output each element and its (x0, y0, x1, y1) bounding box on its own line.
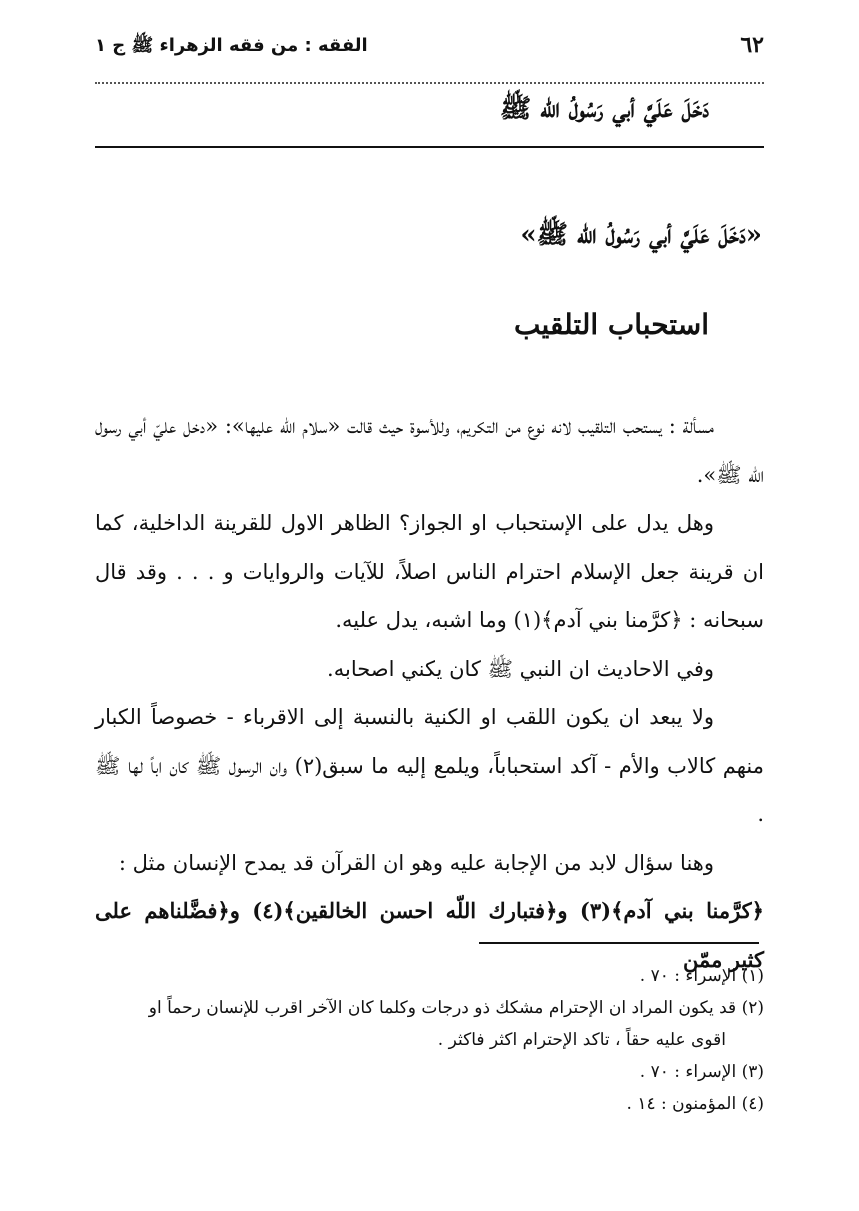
paragraph-6: ﴿كرَّمنا بني آدم﴾(٣) و﴿فتبارك اللّه احسن الخالقين﴾(٤) و﴿فضَّلناهم على كثير ممّن (95, 898, 764, 972)
paragraph-4: ولا يبعد ان يكون اللقب او الكنية بالنسبة إلى الاقرباء - خصوصاً الكبار منهم كالاب والأم - آكد استحباباً، ويلمع إليه ما سبق(٢) وان الرسول ﷺ كان اباً لها ﷺ . (95, 705, 764, 826)
paragraph-3: وفي الاحاديث ان النبي ﷺ كان يكني اصحابه. (327, 656, 714, 681)
footnote-2: (٢) قد يكون المراد ان الإحترام مشكك ذو درجات وكلما كان الآخر اقرب للإنسان رحماً او (148, 998, 764, 1018)
header-dotted-divider (95, 82, 764, 84)
footnote-4: (٤) المؤمنون : ١٤ . (626, 1094, 764, 1114)
paragraph-2: وهل يدل على الإستحباب او الجواز؟ الظاهر الاول للقرينة الداخلية، كما ان قرينة جعل الإسلام احترام الناس اصلاً، للآيات والروايات و . . . وقد قال سبحانه : ﴿كرَّمنا بني آدم﴾(١) وما اشبه، يدل عليه. (95, 511, 764, 632)
chapter-heading: «دَخَلَ عَلَيَّ أبي رَسُولُ اللّه ﷺ» (520, 220, 762, 250)
section-title: دَخَلَ عَلَيَّ أبي رَسُولُ اللّه ﷺ (499, 94, 709, 124)
body-text (95, 402, 764, 984)
page-number: ٦٢ (740, 32, 764, 58)
footnote-3: (٣) الإسراء : ٧٠ . (639, 1062, 764, 1082)
footnote-2-continuation: اقوى عليه حقاً ، تاكد الإحترام اكثر فاكثر . (437, 1030, 726, 1050)
footnote-divider (479, 942, 759, 944)
paragraph-5: وهنا سؤال لابد من الإجابة عليه وهو ان القرآن قد يمدح الإنسان مثل : (118, 850, 714, 875)
running-title: الفقه : من فقه الزهراء ﷺ ج ١ (95, 35, 368, 56)
subheading: استحباب التلقيب (514, 308, 709, 341)
paragraph-1: مسألة : يستحب التلقيب لانه نوع من التكريم، وللأسوة حيث قالت «سلام اللّه عليها»: «دخل عليّ أبي رسول اللّه ﷺ». (95, 414, 764, 487)
footnotes (95, 960, 764, 1120)
footnote-1: (١) الإسراء : ٧٠ . (639, 966, 764, 986)
page-header (95, 30, 764, 64)
section-title-divider (95, 146, 764, 148)
